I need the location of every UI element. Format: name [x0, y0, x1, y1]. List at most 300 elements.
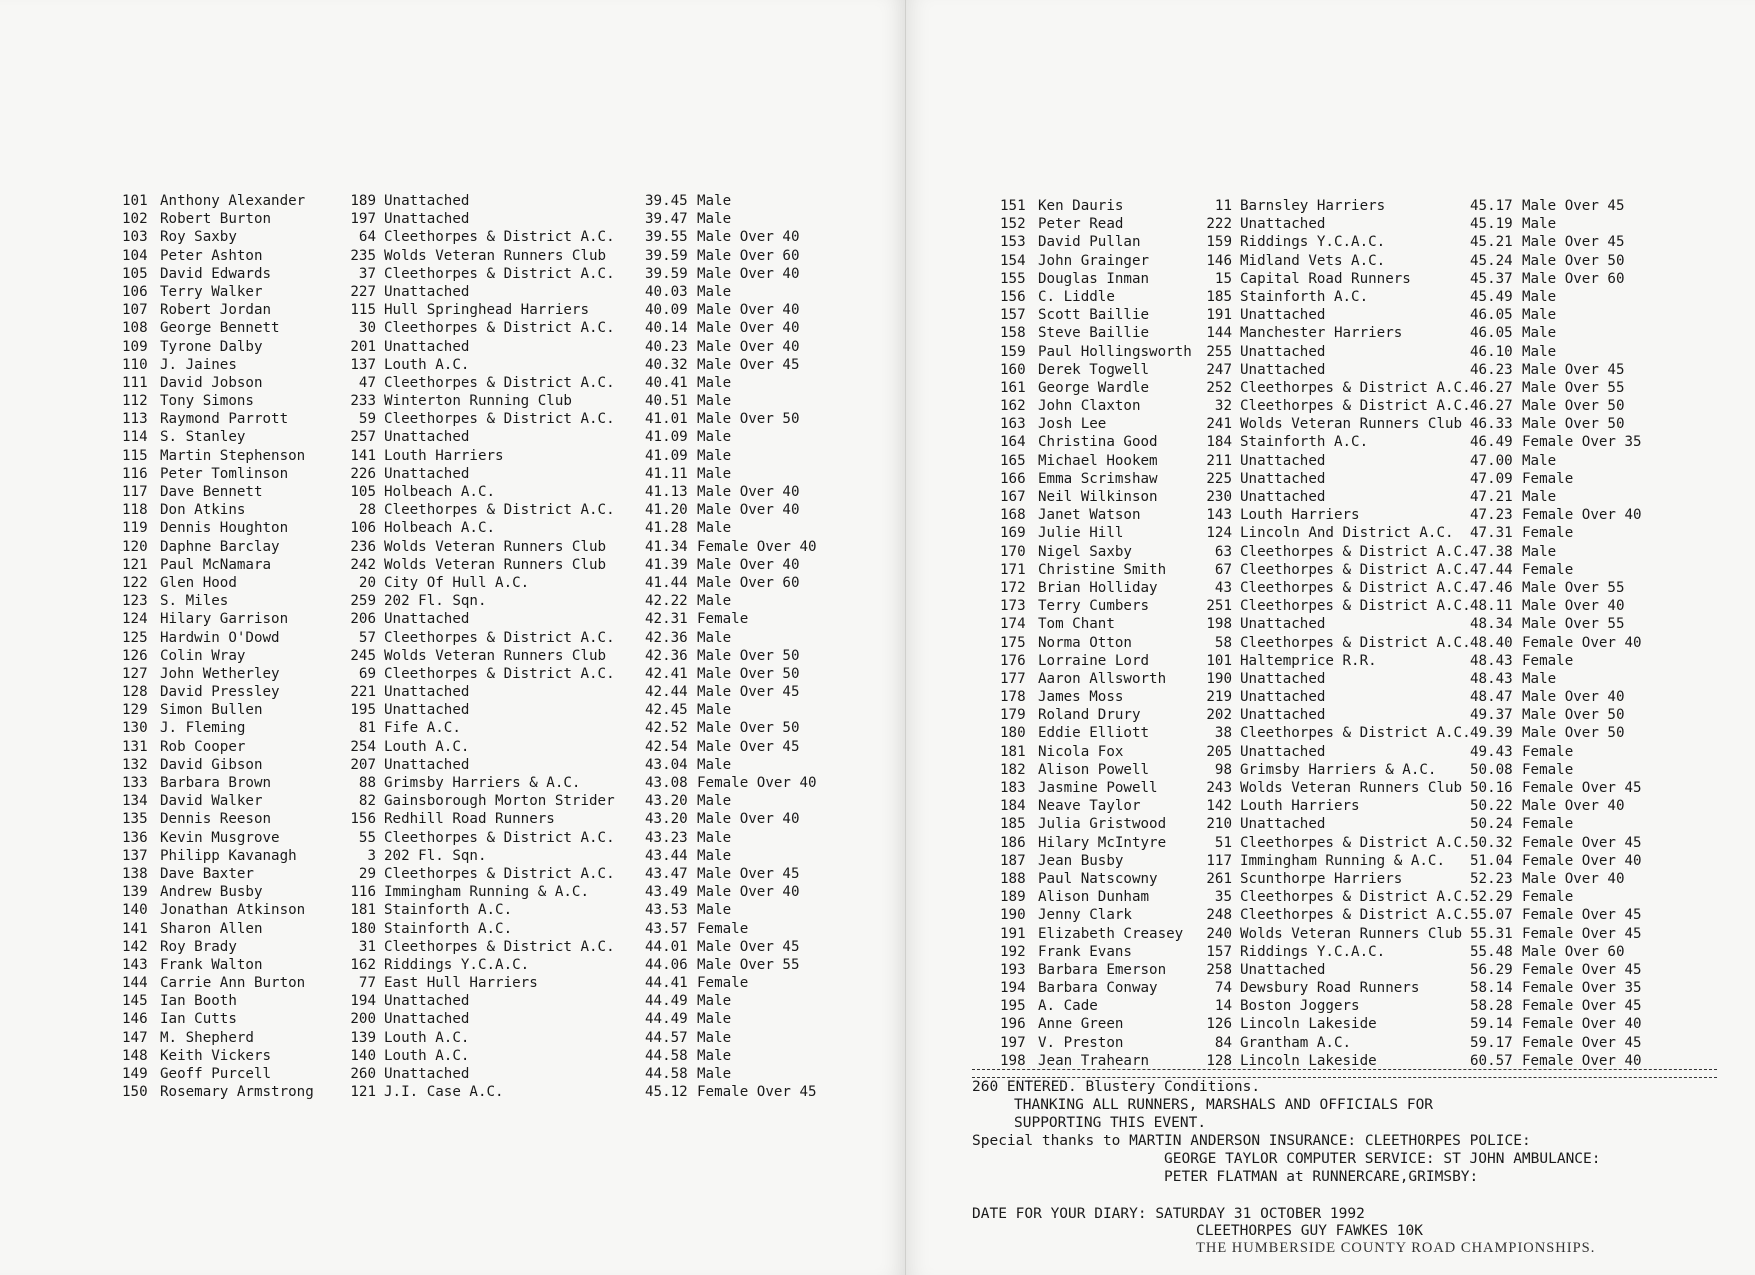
category: Female [1522, 761, 1574, 778]
category: Male [697, 429, 732, 446]
runner-name: Dave Bennett [160, 484, 263, 500]
category: Male Over 40 [1522, 870, 1625, 887]
category: Male Over 45 [1522, 234, 1625, 251]
category: Male [1522, 452, 1557, 469]
position: 192 [1000, 943, 1026, 960]
race-number: 82 [358, 793, 376, 810]
category: Female [1522, 561, 1574, 578]
race-number: 101 [1206, 652, 1232, 669]
position: 169 [1000, 525, 1026, 542]
runner-name: Tyrone Dalby [160, 338, 263, 355]
race-number: 15 [1214, 270, 1232, 287]
runner-name: A. Cade [1038, 998, 1098, 1015]
club-name: Cleethorpes & District A.C. [384, 502, 615, 519]
runner-name: Norma Otton [1038, 634, 1132, 651]
category: Male Over 40 [697, 811, 800, 828]
finish-time: 48.47 [1470, 689, 1513, 706]
finish-time: 50.32 [1470, 834, 1513, 851]
runner-name: Peter Read [1038, 216, 1124, 233]
category: Male [697, 847, 732, 864]
club-name: Unattached [384, 702, 470, 719]
race-number: 32 [1214, 398, 1232, 415]
club-name: Cleethorpes & District A.C. [384, 265, 615, 282]
category: Male Over 60 [697, 574, 800, 591]
finish-time: 47.00 [1470, 452, 1513, 469]
position: 198 [1000, 1052, 1026, 1069]
runner-name: Brian Holliday [1038, 579, 1158, 596]
runner-name: David Edwards [160, 265, 272, 282]
category: Male [697, 193, 732, 209]
category: Male [697, 1011, 732, 1028]
position: 187 [1000, 852, 1026, 869]
position: 170 [1000, 543, 1026, 560]
category: Male Over 50 [697, 647, 800, 664]
category: Male Over 50 [697, 665, 800, 682]
race-number: 190 [1206, 670, 1232, 687]
race-number: 128 [1206, 1052, 1232, 1069]
category: Male [697, 829, 732, 846]
race-number: 180 [350, 920, 376, 937]
club-name: Louth A.C. [384, 356, 470, 373]
category: Male [697, 447, 732, 464]
position: 167 [1000, 489, 1026, 505]
race-number: 117 [1206, 852, 1232, 869]
position: 115 [122, 447, 148, 464]
runner-name: Christina Good [1038, 434, 1158, 451]
race-number: 181 [350, 902, 376, 919]
club-name: Wolds Veteran Runners Club [384, 556, 607, 573]
finish-time: 44.49 [645, 993, 688, 1010]
finish-time: 42.36 [645, 629, 688, 646]
diary-championship: THE HUMBERSIDE COUNTY ROAD CHAMPIONSHIPS. [1196, 1240, 1596, 1256]
runner-name: Daphne Barclay [160, 538, 280, 555]
position: 122 [122, 574, 148, 591]
position: 130 [122, 720, 148, 737]
position: 132 [122, 756, 148, 773]
runner-name: Jenny Clark [1038, 907, 1132, 924]
position: 188 [1000, 870, 1026, 887]
finish-time: 41.34 [645, 538, 688, 555]
club-name: Hull Springhead Harriers [384, 302, 589, 319]
club-name: Wolds Veteran Runners Club [384, 647, 607, 664]
race-number: 248 [1206, 907, 1232, 924]
finish-time: 43.53 [645, 902, 688, 919]
runner-name: Christine Smith [1038, 561, 1167, 578]
finish-time: 48.43 [1470, 652, 1513, 669]
club-name: Winterton Running Club [384, 393, 572, 410]
runner-name: John Wetherley [160, 665, 280, 682]
finish-time: 45.37 [1470, 270, 1513, 287]
finish-time: 43.23 [645, 829, 688, 846]
club-name: Unattached [1240, 616, 1326, 633]
race-number: 205 [1206, 743, 1232, 760]
club-name: Unattached [1240, 689, 1326, 706]
finish-time: 43.47 [645, 865, 688, 882]
club-name: Barnsley Harriers [1240, 198, 1386, 214]
category: Male [697, 1029, 732, 1046]
race-number: 141 [350, 447, 376, 464]
category: Female Over 40 [1522, 852, 1642, 869]
club-name: Riddings Y.C.A.C. [1240, 943, 1386, 960]
runner-name: Eddie Elliott [1038, 725, 1150, 742]
runner-name: V. Preston [1038, 1034, 1124, 1051]
club-name: Cleethorpes & District A.C. [384, 865, 615, 882]
position: 135 [122, 811, 148, 828]
position: 186 [1000, 834, 1026, 851]
runner-name: Nicola Fox [1038, 743, 1124, 760]
category: Male Over 55 [1522, 579, 1625, 596]
finish-time: 43.04 [645, 756, 688, 773]
category: Female [1522, 525, 1574, 542]
category: Male Over 45 [697, 738, 800, 755]
race-number: 30 [358, 320, 376, 337]
runner-name: Terry Cumbers [1038, 598, 1150, 615]
category: Male Over 40 [697, 229, 800, 246]
race-number: 240 [1206, 925, 1232, 942]
race-number: 162 [350, 956, 376, 973]
sponsors-line-1: Special thanks to MARTIN ANDERSON INSURANCE: CLEETHORPES POLICE: [972, 1133, 1531, 1149]
position: 138 [122, 865, 148, 882]
race-number: 77 [358, 975, 376, 992]
finish-time: 49.43 [1470, 743, 1513, 760]
category: Male [1522, 343, 1557, 360]
race-number: 207 [350, 756, 376, 773]
runner-name: Emma Scrimshaw [1038, 470, 1158, 487]
club-name: Cleethorpes & District A.C. [1240, 561, 1471, 578]
club-name: Stainforth A.C. [1240, 288, 1369, 305]
category: Male Over 55 [1522, 616, 1625, 633]
position: 159 [1000, 343, 1026, 360]
position: 189 [1000, 889, 1026, 906]
position: 131 [122, 738, 148, 755]
club-name: Cleethorpes & District A.C. [384, 374, 615, 391]
club-name: Wolds Veteran Runners Club [1240, 780, 1463, 796]
club-name: Cleethorpes & District A.C. [384, 411, 615, 428]
category: Male [697, 393, 732, 410]
club-name: Stainforth A.C. [384, 902, 513, 919]
finish-time: 50.24 [1470, 816, 1513, 833]
club-name: Cleethorpes & District A.C. [384, 665, 615, 682]
category: Female [1522, 743, 1574, 760]
category: Male [1522, 489, 1557, 505]
runner-name: Nigel Saxby [1038, 543, 1132, 560]
race-number: 98 [1214, 761, 1232, 778]
club-name: 202 Fl. Sqn. [384, 593, 487, 610]
position: 165 [1000, 452, 1026, 469]
position: 181 [1000, 743, 1026, 760]
race-number: 221 [350, 684, 376, 701]
runner-name: Neave Taylor [1038, 798, 1141, 815]
finish-time: 56.29 [1470, 961, 1513, 978]
race-number: 126 [1206, 1016, 1232, 1033]
club-name: Unattached [384, 429, 470, 446]
category: Male Over 45 [697, 865, 800, 882]
race-number: 156 [350, 811, 376, 828]
club-name: Cleethorpes & District A.C. [1240, 907, 1471, 924]
race-number: 55 [358, 829, 376, 846]
category: Male Over 55 [1522, 379, 1625, 396]
position: 197 [1000, 1034, 1026, 1051]
category: Female [697, 975, 749, 992]
finish-time: 60.57 [1470, 1052, 1513, 1069]
category: Male [697, 902, 732, 919]
runner-name: Barbara Emerson [1038, 961, 1167, 978]
finish-time: 47.44 [1470, 561, 1513, 578]
position: 118 [122, 502, 148, 519]
position: 113 [122, 411, 148, 428]
category: Male Over 40 [697, 484, 800, 500]
finish-time: 55.31 [1470, 925, 1513, 942]
position: 176 [1000, 652, 1026, 669]
finish-time: 47.21 [1470, 489, 1513, 505]
category: Female Over 45 [1522, 780, 1642, 796]
runner-name: Anthony Alexander [160, 193, 306, 209]
category: Male Over 45 [697, 356, 800, 373]
runner-name: Kevin Musgrove [160, 829, 280, 846]
runner-name: Ken Dauris [1038, 198, 1124, 214]
race-number: 202 [1206, 707, 1232, 724]
race-number: 3 [367, 847, 376, 864]
category: Male Over 40 [697, 502, 800, 519]
finish-time: 46.33 [1470, 416, 1513, 433]
category: Male Over 45 [697, 938, 800, 955]
race-number: 11 [1214, 198, 1232, 214]
finish-time: 44.57 [645, 1029, 688, 1046]
race-number: 247 [1206, 361, 1232, 378]
race-number: 243 [1206, 780, 1232, 796]
diary-note [972, 1206, 1595, 1257]
finish-time: 47.46 [1470, 579, 1513, 596]
finish-time: 42.31 [645, 611, 688, 628]
runner-name: Carrie Ann Burton [160, 975, 306, 992]
race-number: 74 [1214, 980, 1232, 997]
club-name: Lincoln Lakeside [1240, 1016, 1377, 1033]
category: Male [1522, 670, 1557, 687]
club-name: Gainsborough Morton Strider [384, 793, 615, 810]
finish-time: 55.48 [1470, 943, 1513, 960]
runner-name: Julie Hill [1038, 525, 1124, 542]
runner-name: Douglas Inman [1038, 270, 1150, 287]
category: Male Over 55 [697, 956, 800, 973]
race-number: 137 [350, 356, 376, 373]
finish-time: 46.10 [1470, 343, 1513, 360]
club-name: Cleethorpes & District A.C. [1240, 398, 1471, 415]
finish-time: 49.39 [1470, 725, 1513, 742]
position: 152 [1000, 216, 1026, 233]
race-number: 233 [350, 393, 376, 410]
club-name: Unattached [1240, 307, 1326, 324]
finish-time: 42.22 [645, 593, 688, 610]
race-number: 225 [1206, 470, 1232, 487]
position: 154 [1000, 252, 1026, 269]
position: 148 [122, 1047, 148, 1064]
footer-notes [972, 1078, 1732, 1186]
runner-name: Roy Brady [160, 938, 237, 955]
runner-name: Hardwin O'Dowd [160, 629, 280, 646]
category: Male Over 40 [1522, 798, 1625, 815]
club-name: Boston Joggers [1240, 998, 1360, 1015]
race-number: 116 [350, 884, 376, 901]
position: 116 [122, 465, 148, 482]
race-number: 235 [350, 247, 376, 264]
race-number: 241 [1206, 416, 1232, 433]
category: Female Over 45 [1522, 834, 1642, 851]
finish-time: 41.09 [645, 447, 688, 464]
category: Female Over 40 [697, 538, 817, 555]
race-number: 58 [1214, 634, 1232, 651]
club-name: Cleethorpes & District A.C. [384, 229, 615, 246]
finish-time: 47.31 [1470, 525, 1513, 542]
runner-name: Keith Vickers [160, 1047, 272, 1064]
race-number: 261 [1206, 870, 1232, 887]
finish-time: 40.32 [645, 356, 688, 373]
race-number: 51 [1214, 834, 1232, 851]
club-name: Cleethorpes & District A.C. [1240, 543, 1471, 560]
entries-note: 260 ENTERED. Blustery Conditions. [972, 1079, 1261, 1095]
category: Female Over 35 [1522, 434, 1642, 451]
club-name: Louth Harriers [1240, 798, 1360, 815]
runner-name: Jasmine Powell [1038, 780, 1158, 796]
race-number: 43 [1214, 579, 1232, 596]
category: Male Over 40 [697, 302, 800, 319]
category: Male [697, 374, 732, 391]
club-name: Wolds Veteran Runners Club [1240, 416, 1463, 433]
position: 166 [1000, 470, 1026, 487]
runner-name: Don Atkins [160, 502, 246, 519]
finish-time: 45.17 [1470, 198, 1513, 214]
race-number: 67 [1214, 561, 1232, 578]
finish-time: 39.59 [645, 247, 688, 264]
position: 178 [1000, 689, 1026, 706]
position: 133 [122, 775, 148, 791]
race-number: 142 [1206, 798, 1232, 815]
finish-time: 51.04 [1470, 852, 1513, 869]
category: Male [697, 793, 732, 810]
race-number: 222 [1206, 216, 1232, 233]
sponsors-line-2: GEORGE TAYLOR COMPUTER SERVICE: ST JOHN AMBULANCE: [1164, 1151, 1601, 1167]
finish-time: 41.13 [645, 484, 688, 500]
race-number: 189 [350, 193, 376, 209]
runner-name: Neil Wilkinson [1038, 489, 1158, 505]
club-name: J.I. Case A.C. [384, 1084, 504, 1101]
club-name: Unattached [384, 283, 470, 300]
category: Female Over 45 [1522, 961, 1642, 978]
runner-name: Anne Green [1038, 1016, 1124, 1033]
finish-time: 46.27 [1470, 398, 1513, 415]
finish-time: 41.09 [645, 429, 688, 446]
runner-name: M. Shepherd [160, 1029, 254, 1046]
runner-name: George Bennett [160, 320, 280, 337]
position: 111 [122, 374, 148, 391]
category: Female Over 45 [1522, 998, 1642, 1015]
runner-name: Tony Simons [160, 393, 254, 410]
club-name: Riddings Y.C.A.C. [1240, 234, 1386, 251]
race-number: 59 [358, 411, 376, 428]
position: 156 [1000, 288, 1026, 305]
category: Female Over 45 [1522, 925, 1642, 942]
category: Male Over 45 [697, 684, 800, 701]
club-name: Grantham A.C. [1240, 1034, 1352, 1051]
finish-time: 44.58 [645, 1047, 688, 1064]
club-name: Wolds Veteran Runners Club [384, 247, 607, 264]
category: Female [697, 920, 749, 937]
club-name: Cleethorpes & District A.C. [384, 938, 615, 955]
runner-name: J. Fleming [160, 720, 246, 737]
runner-name: Peter Tomlinson [160, 465, 289, 482]
club-name: Lincoln And District A.C. [1240, 525, 1454, 542]
club-name: Dewsbury Road Runners [1240, 980, 1420, 997]
position: 136 [122, 829, 148, 846]
race-number: 226 [350, 465, 376, 482]
runner-name: S. Stanley [160, 429, 246, 446]
club-name: Unattached [384, 211, 470, 228]
race-number: 57 [358, 629, 376, 646]
finish-time: 46.05 [1470, 307, 1513, 324]
runner-name: John Grainger [1038, 252, 1150, 269]
race-number: 47 [358, 374, 376, 391]
race-number: 185 [1206, 288, 1232, 305]
category: Male Over 40 [697, 338, 800, 355]
club-name: Immingham Running & A.C. [1240, 852, 1445, 869]
position: 117 [122, 484, 148, 500]
position: 149 [122, 1066, 148, 1082]
race-number: 259 [350, 593, 376, 610]
club-name: Stainforth A.C. [384, 920, 513, 937]
category: Male Over 50 [1522, 416, 1625, 433]
race-number: 14 [1214, 998, 1232, 1015]
finish-time: 45.19 [1470, 216, 1513, 233]
club-name: Unattached [384, 993, 470, 1010]
category: Female Over 35 [1522, 980, 1642, 997]
category: Male [697, 465, 732, 482]
position: 184 [1000, 798, 1026, 815]
position: 102 [122, 211, 148, 228]
position: 193 [1000, 961, 1026, 978]
position: 129 [122, 702, 148, 719]
race-number: 159 [1206, 234, 1232, 251]
category: Female Over 40 [1522, 634, 1642, 651]
runner-name: Janet Watson [1038, 507, 1141, 524]
category: Male Over 60 [697, 247, 800, 264]
race-number: 124 [1206, 525, 1232, 542]
finish-time: 41.11 [645, 465, 688, 482]
finish-time: 50.22 [1470, 798, 1513, 815]
club-name: Unattached [1240, 489, 1326, 505]
position: 168 [1000, 507, 1026, 524]
runner-name: Roland Drury [1038, 707, 1141, 724]
runner-name: David Pressley [160, 684, 280, 701]
finish-time: 40.51 [645, 393, 688, 410]
category: Female [1522, 470, 1574, 487]
runner-name: Jean Trahearn [1038, 1052, 1150, 1069]
finish-time: 40.09 [645, 302, 688, 319]
club-name: Cleethorpes & District A.C. [384, 629, 615, 646]
runner-name: Barbara Conway [1038, 980, 1158, 997]
position: 137 [122, 847, 148, 864]
finish-time: 42.36 [645, 647, 688, 664]
double-dashed-rule [972, 1069, 1717, 1078]
club-name: Cleethorpes & District A.C. [1240, 579, 1471, 596]
race-number: 106 [350, 520, 376, 537]
runner-name: Ian Booth [160, 993, 237, 1010]
club-name: Unattached [384, 1011, 470, 1028]
category: Male [697, 702, 732, 719]
club-name: Cleethorpes & District A.C. [1240, 379, 1471, 396]
position: 194 [1000, 980, 1026, 997]
finish-time: 39.47 [645, 211, 688, 228]
race-number: 184 [1206, 434, 1232, 451]
finish-time: 59.14 [1470, 1016, 1513, 1033]
